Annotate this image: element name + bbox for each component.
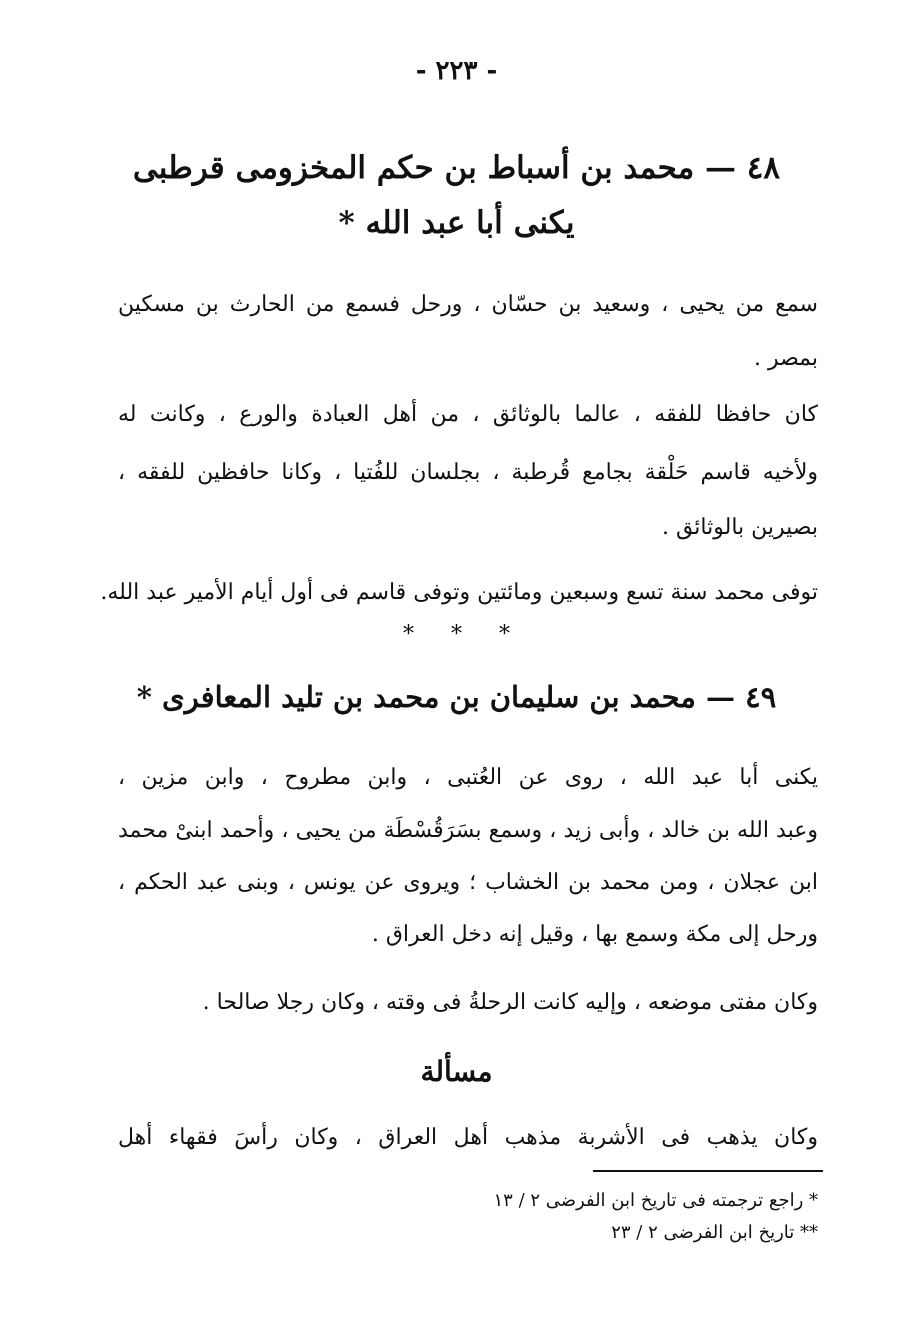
entry-48-para1-line: بمصر . bbox=[753, 346, 818, 371]
footnote-divider bbox=[593, 1170, 823, 1172]
entry-48-para2-line: ولأخيه قاسم حَلْقة بجامع قُرطبة ، بجلسان للفُتيا ، وكانا حافظين للفقه ، bbox=[118, 460, 818, 485]
entry-49-title: ٤٩ — محمد بن سليمان بن محمد بن تليد المعافرى * bbox=[136, 680, 777, 714]
footnote-2: ** تاريخ ابن الفرضى ٢ / ٢٣ bbox=[611, 1222, 818, 1243]
entry-49-para3-line: وكان يذهب فى الأشربة مذهب أهل العراق ، وكان رأسَ فقهاء أهل bbox=[118, 1125, 818, 1150]
entry-48-title: ٤٨ — محمد بن أسباط بن حكم المخزومى قرطبى bbox=[132, 150, 781, 186]
entry-49-para2-line: وكان مفتى موضعه ، وإليه كانت الرحلةُ فى وقته ، وكان رجلا صالحا . bbox=[202, 990, 818, 1015]
entry-49-para1-line: يكنى أبا عبد الله ، روى عن العُتبى ، وابن مطروح ، وابن مزين ، bbox=[118, 765, 818, 790]
page-number: - ٢٢٣ - bbox=[415, 56, 498, 86]
entry-49-para1-line: ورحل إلى مكة وسمع بها ، وقيل إنه دخل العراق . bbox=[371, 922, 818, 947]
entry-48-para1-line: سمع من يحيى ، وسعيد بن حسّان ، ورحل فسمع من الحارث بن مسكين bbox=[118, 292, 818, 317]
footnote-1: * راجع ترجمته فى تاريخ ابن الفرضى ٢ / ١٣ bbox=[493, 1190, 818, 1211]
entry-49-para1-line: ابن عجلان ، ومن محمد بن الخشاب ؛ ويروى عن يونس ، وبنى عبد الحكم ، bbox=[118, 870, 818, 895]
entry-48-subtitle: يكنى أبا عبد الله * bbox=[338, 205, 575, 241]
section-subheading: مسألة bbox=[420, 1055, 493, 1088]
entry-48-para2-line: بصيرين بالوثائق . bbox=[661, 515, 818, 540]
entry-49-para1-line: وعبد الله بن خالد ، وأبى زيد ، وسمع بسَرَقُسْطَة من يحيى ، وأحمد ابنىْ محمد bbox=[118, 818, 818, 843]
entry-48-para3-line: توفى محمد سنة تسع وسبعين ومائتين وتوفى قاسم فى أول أيام الأمير عبد الله. bbox=[100, 580, 818, 605]
entry-48-para2-line: كان حافظا للفقه ، عالما بالوثائق ، من أهل العبادة والورع ، وكانت له bbox=[118, 402, 818, 427]
section-separator: * * * bbox=[403, 622, 510, 647]
